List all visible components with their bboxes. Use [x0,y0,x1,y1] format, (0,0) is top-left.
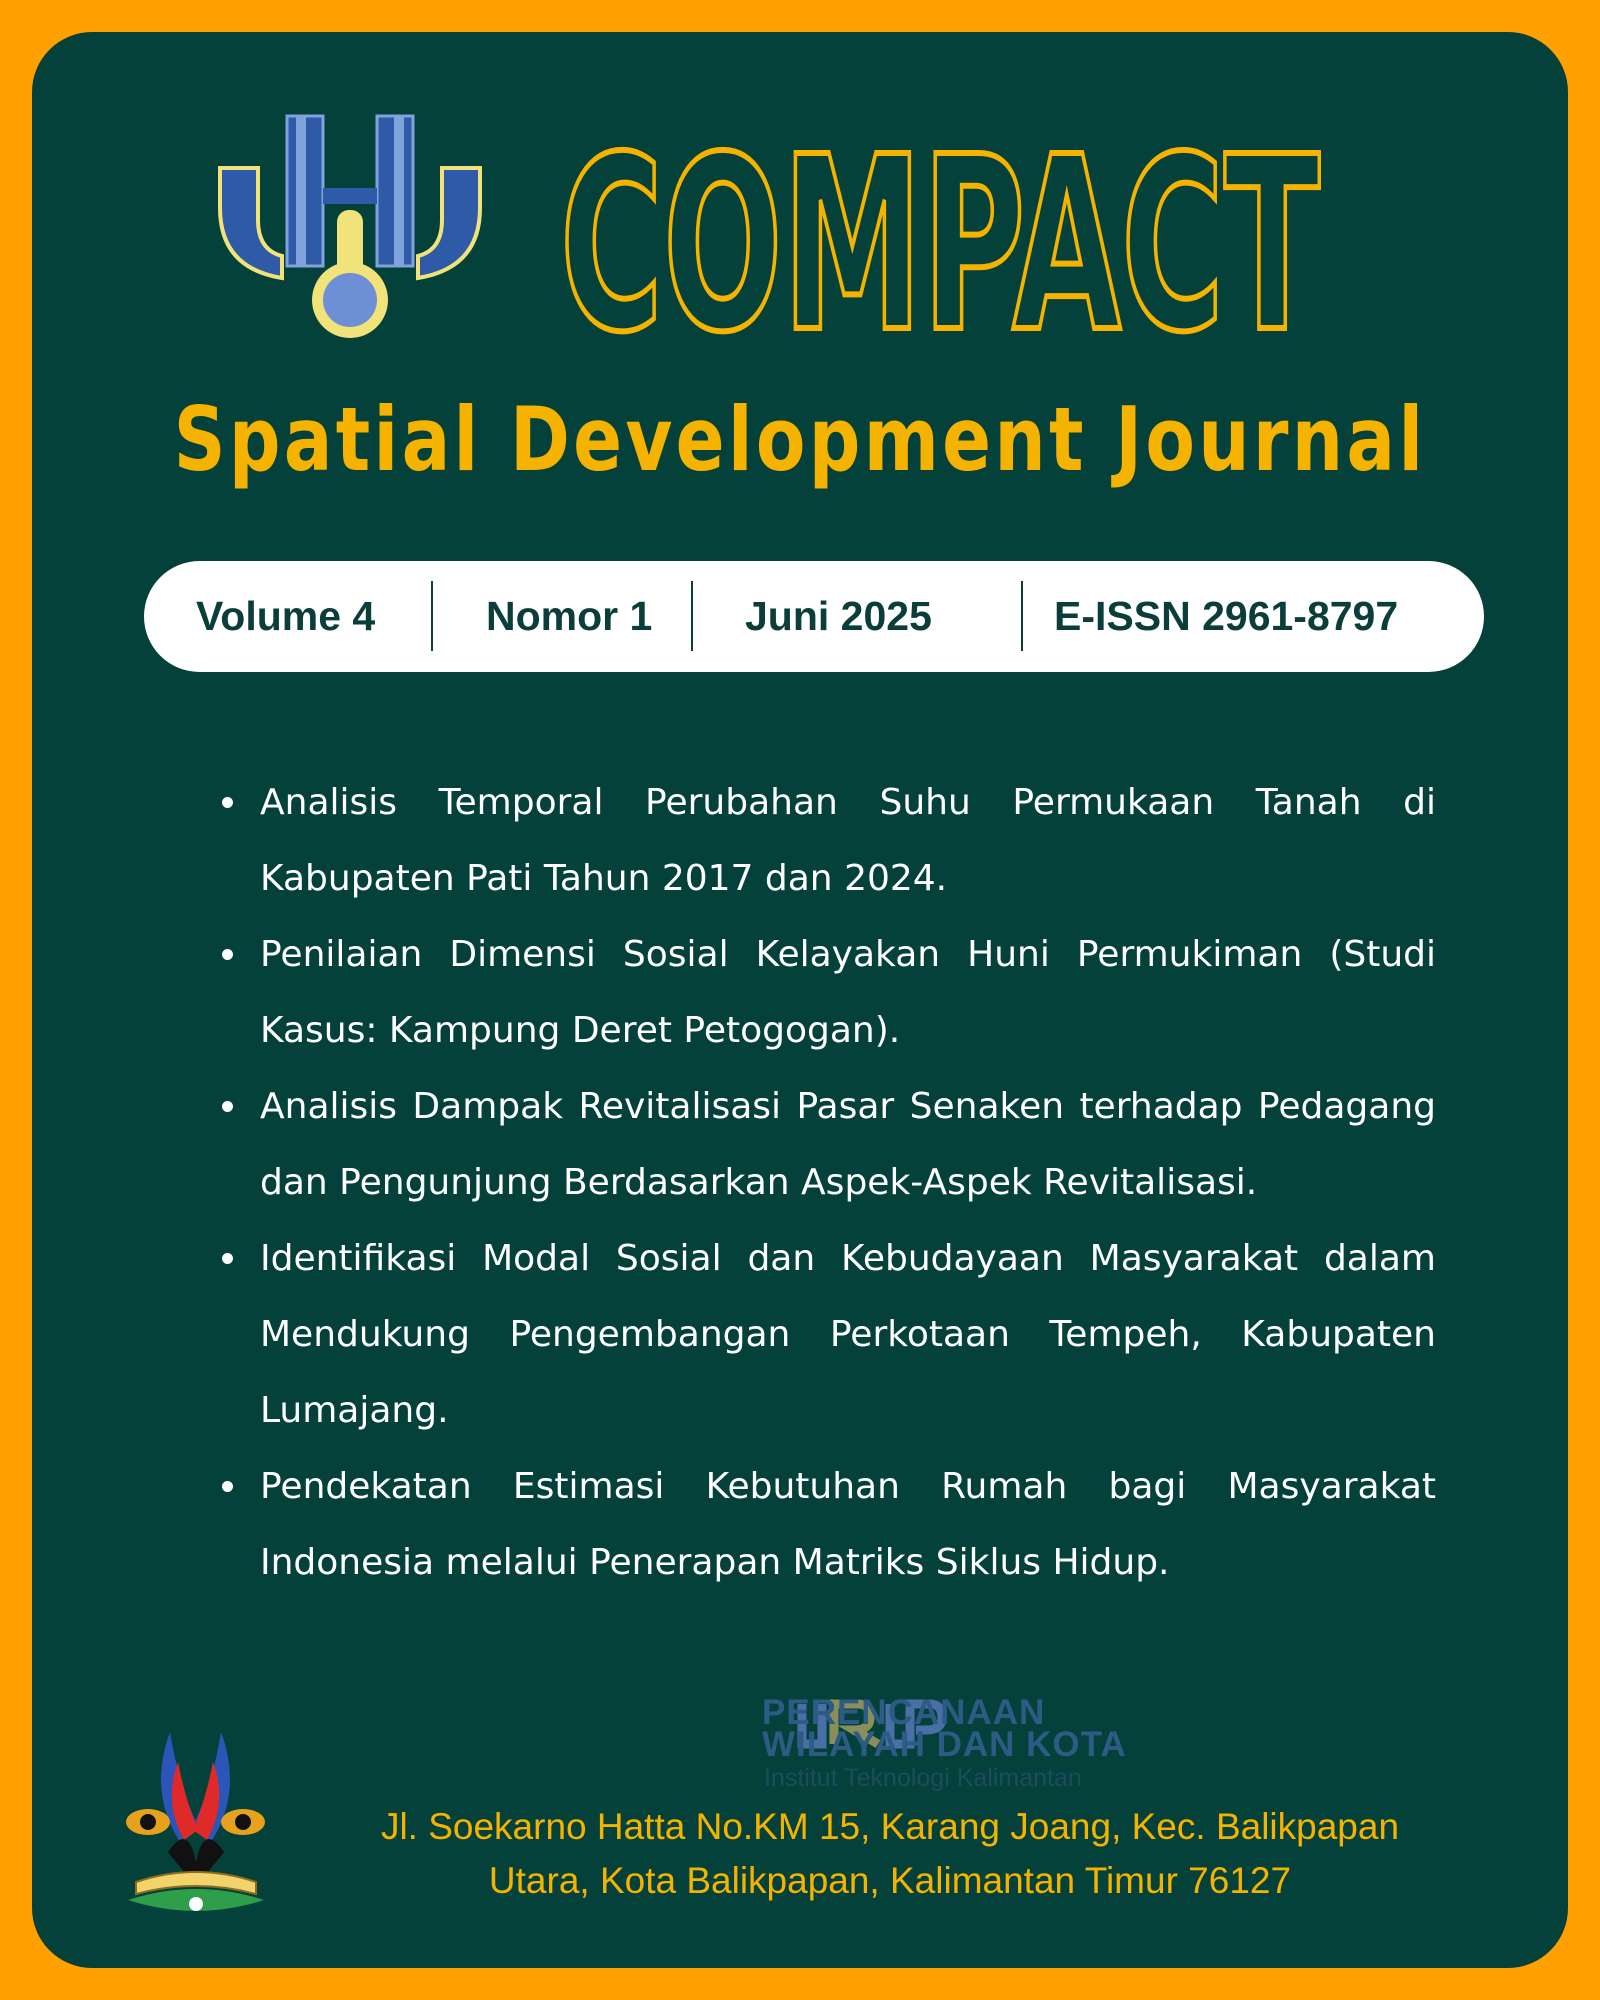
journal-title [540,128,1340,358]
article-title: Analisis Dampak Revitalisasi Pasar Senaken terhadap Pedagang dan Pengunjung Berdasarkan Aspek-Aspek Revitalisasi. [260,1086,1436,1203]
divider [431,581,433,651]
address-line-1: Jl. Soekarno Hatta No.KM 15, Karang Joang, Kec. Balikpapan [380,1806,1400,1847]
bullet-icon [222,1101,233,1112]
journal-subtitle: Spatial Development Journal [173,388,1427,491]
article-title: Penilaian Dimensi Sosial Kelayakan Huni Permukiman (Studi Kasus: Kampung Deret Petogogan). [260,934,1436,1051]
article-list [218,765,1436,1601]
bullet-icon [222,1253,233,1264]
divider [1021,581,1023,651]
bullet-icon [222,797,233,808]
institution-name: Institut Teknologi Kalimantan [764,1764,1082,1792]
list-item [218,1069,1436,1221]
department-name-line1: PERENCANAAN [762,1693,1046,1732]
list-item [218,765,1436,917]
list-item [218,917,1436,1069]
journal-emblem-logo [210,110,490,350]
number-label: Nomor 1 [486,593,653,639]
address-line-2: Utara, Kota Balikpapan, Kalimantan Timur 76127 [488,1860,1292,1901]
address-block [320,1800,1460,1908]
date-label: Juni 2025 [745,593,932,639]
article-title: Identifikasi Modal Sosial dan Kebudayaan Masyarakat dalam Mendukung Pengembangan Perkotaan Tempeh, Kabupaten Lumajang. [260,1238,1436,1431]
list-item [218,1449,1436,1601]
issn-label: E-ISSN 2961-8797 [1054,593,1399,639]
article-title: Pendekatan Estimasi Kebutuhan Rumah bagi Masyarakat Indonesia melalui Penerapan Matriks Siklus Hidup. [260,1466,1436,1583]
bullet-icon [222,949,233,960]
journal-title-text: COMPACT [560,128,1320,358]
university-emblem-logo [108,1712,283,1922]
issue-info-bar [144,561,1484,672]
divider [691,581,693,651]
list-item [218,1221,1436,1449]
article-title: Analisis Temporal Perubahan Suhu Permukaan Tanah di Kabupaten Pati Tahun 2017 dan 2024. [260,782,1436,899]
bullet-icon [222,1481,233,1492]
department-name-line2: WILAYAH DAN KOTA [762,1725,1127,1764]
volume-label: Volume 4 [196,593,376,639]
